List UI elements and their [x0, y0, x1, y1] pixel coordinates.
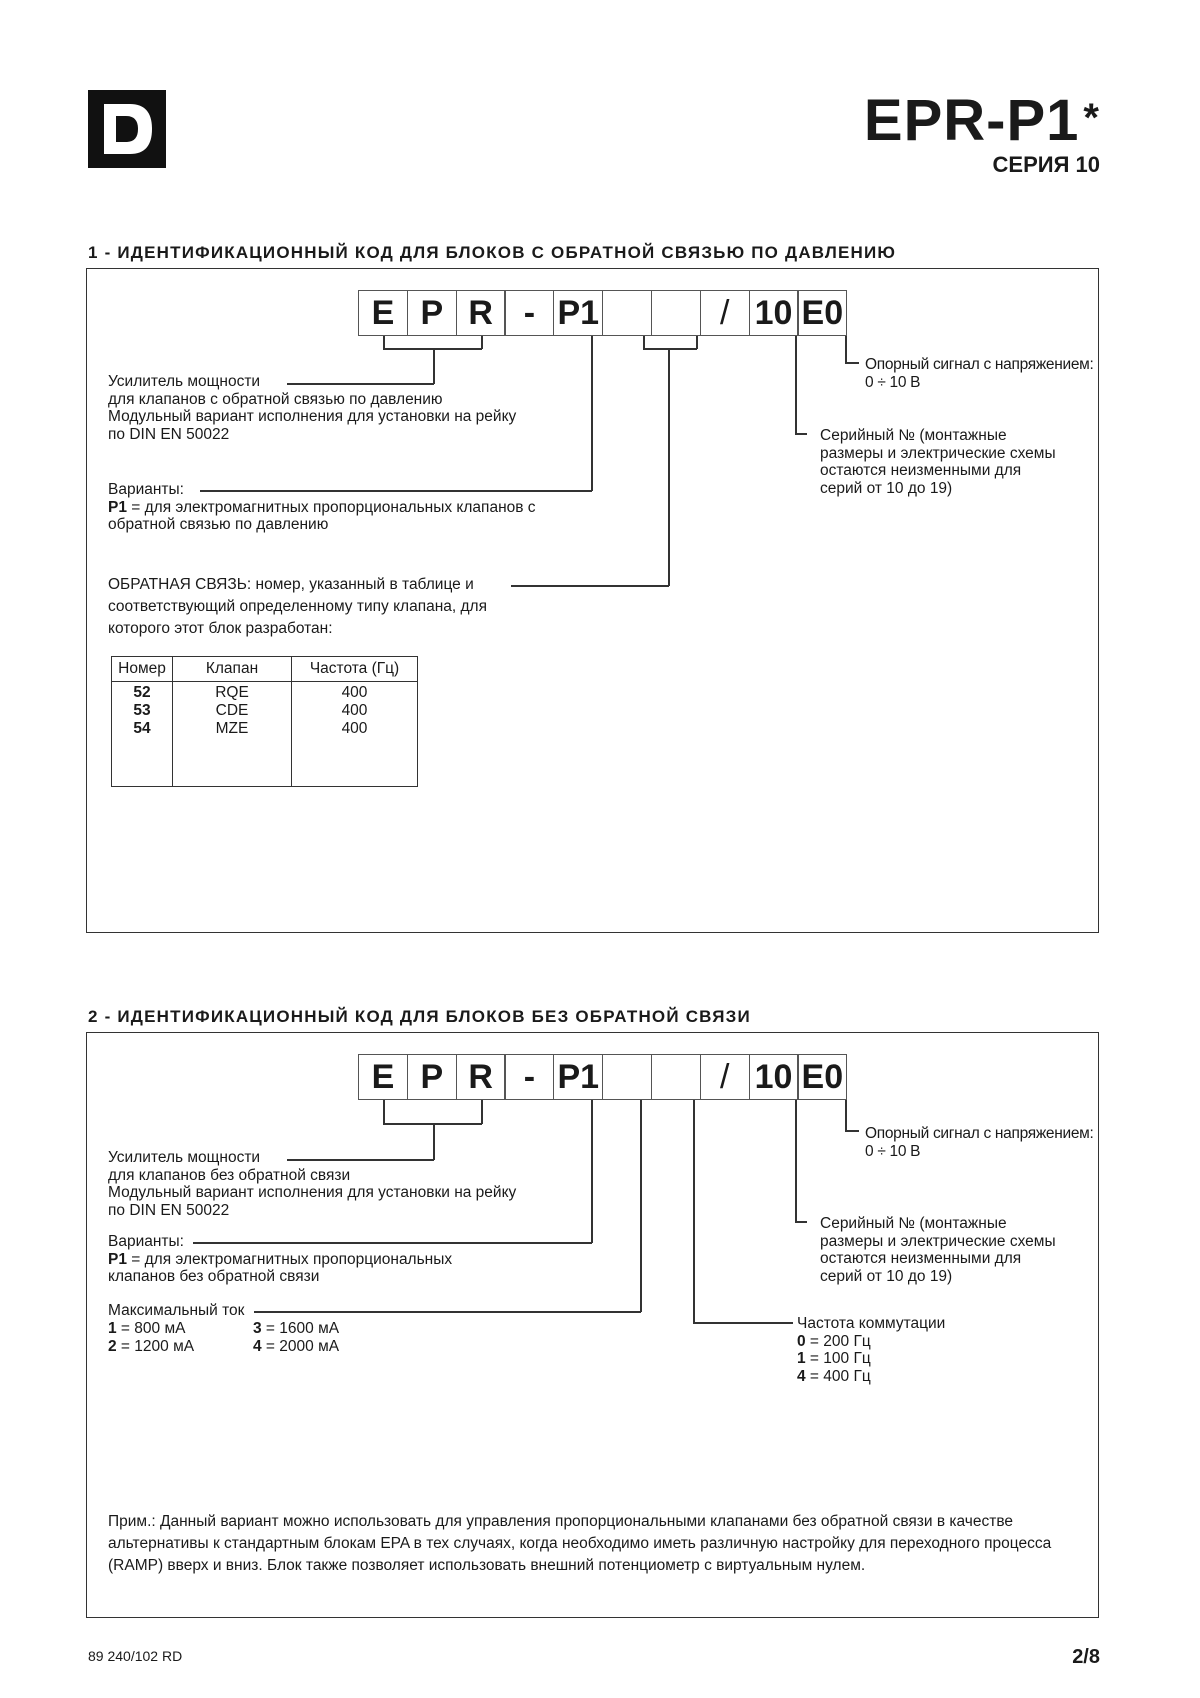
code-cell: [651, 290, 701, 336]
code-cell: E0: [797, 1054, 847, 1100]
page-number: 2/8: [1072, 1646, 1100, 1668]
section1-serial-text: Серийный № (монтажные размеры и электрические схемы остаются неизменными для серий от 10 до 19): [820, 427, 1056, 497]
section1-variants-text: Варианты: P1 = для электромагнитных пропорциональных клапанов с обратной связью по давлению: [108, 481, 536, 533]
code-cell: P: [407, 1054, 457, 1100]
current-option: 2 = 1200 мА: [108, 1338, 195, 1355]
section1-amplifier-text: Усилитель мощности для клапанов с обратной связью по давлению Модульный вариант исполнения для установки на рейку по DIN EN 50022: [108, 373, 517, 443]
table-row: 52 RQE 400: [112, 682, 418, 703]
document-code: 89 240/102 RD: [88, 1648, 183, 1664]
title-mark: *: [1083, 96, 1100, 140]
table-header: Клапан: [173, 657, 292, 682]
section2-serial-text: Серийный № (монтажные размеры и электрические схемы остаются неизменными для серий от 10 до 19): [820, 1215, 1056, 1285]
code-cell: P1: [553, 290, 603, 336]
code-cell: -: [504, 1054, 554, 1100]
series-subtitle: СЕРИЯ 10: [992, 152, 1100, 177]
section2-switch-frequency-text: Частота коммутации 0 = 200 Гц 1 = 100 Гц 4 = 400 Гц: [797, 1315, 946, 1385]
code-cell: [602, 290, 652, 336]
section2-variants-text: Варианты: P1 = для электромагнитных пропорциональных клапанов без обратной связи: [108, 1233, 453, 1285]
section1-feedback-text: ОБРАТНАЯ СВЯЗЬ: номер, указанный в таблице и соответствующий определенному типу клапана, для которого этот блок разработан:: [108, 576, 487, 637]
section2-code-row: [358, 1054, 847, 1100]
current-option: 3 = 1600 мА: [253, 1320, 340, 1337]
code-cell: /: [700, 290, 750, 336]
section1-title: 1 - ИДЕНТИФИКАЦИОННЫЙ КОД ДЛЯ БЛОКОВ С ОБРАТНОЙ СВЯЗЬЮ ПО ДАВЛЕНИЮ: [88, 243, 897, 262]
section2-title: 2 - ИДЕНТИФИКАЦИОННЫЙ КОД ДЛЯ БЛОКОВ БЕЗ ОБРАТНОЙ СВЯЗИ: [88, 1007, 751, 1026]
code-cell: 10: [749, 290, 799, 336]
table-header: Частота (Гц): [292, 657, 418, 682]
table-row: 53 CDE 400: [112, 702, 418, 720]
table-row: 54 MZE 400: [112, 720, 418, 787]
code-cell: /: [700, 1054, 750, 1100]
code-cell: E0: [797, 290, 847, 336]
section2-reference-text: Опорный сигнал с напряжением: 0 ÷ 10 В: [865, 1125, 1094, 1160]
product-title: EPR-P1 *: [863, 88, 1100, 153]
code-cell: R: [456, 290, 506, 336]
code-cell: [602, 1054, 652, 1100]
section2-note: Прим.: Данный вариант можно использовать для управления пропорциональными клапанами без обратной связи в качестве альтернативы к стандартным блокам EPA в тех случаях, когда необходимо иметь различную настройку для переходного процесса (RAMP) вверх и вниз. Блок также позволяет использовать внешний потенциометр с виртуальным нулем.: [108, 1513, 1052, 1574]
feedback-table: [111, 656, 418, 787]
section2-amplifier-text: Усилитель мощности для клапанов без обратной связи Модульный вариант исполнения для установки на рейку по DIN EN 50022: [108, 1149, 517, 1219]
duplomatic-logo-icon: [88, 90, 166, 168]
code-cell: E: [358, 1054, 408, 1100]
code-cell: R: [456, 1054, 506, 1100]
table-header: Номер: [112, 657, 173, 682]
section1-reference-text: Опорный сигнал с напряжением: 0 ÷ 10 В: [865, 356, 1094, 391]
code-cell: -: [504, 290, 554, 336]
section1-code-row: [358, 290, 847, 336]
code-cell: P1: [553, 1054, 603, 1100]
current-option: 1 = 800 мА: [108, 1320, 186, 1337]
section2-max-current-label: Максимальный ток: [108, 1302, 245, 1319]
code-cell: 10: [749, 1054, 799, 1100]
code-cell: E: [358, 290, 408, 336]
code-cell: P: [407, 290, 457, 336]
current-option: 4 = 2000 мА: [253, 1338, 340, 1355]
code-cell: [651, 1054, 701, 1100]
